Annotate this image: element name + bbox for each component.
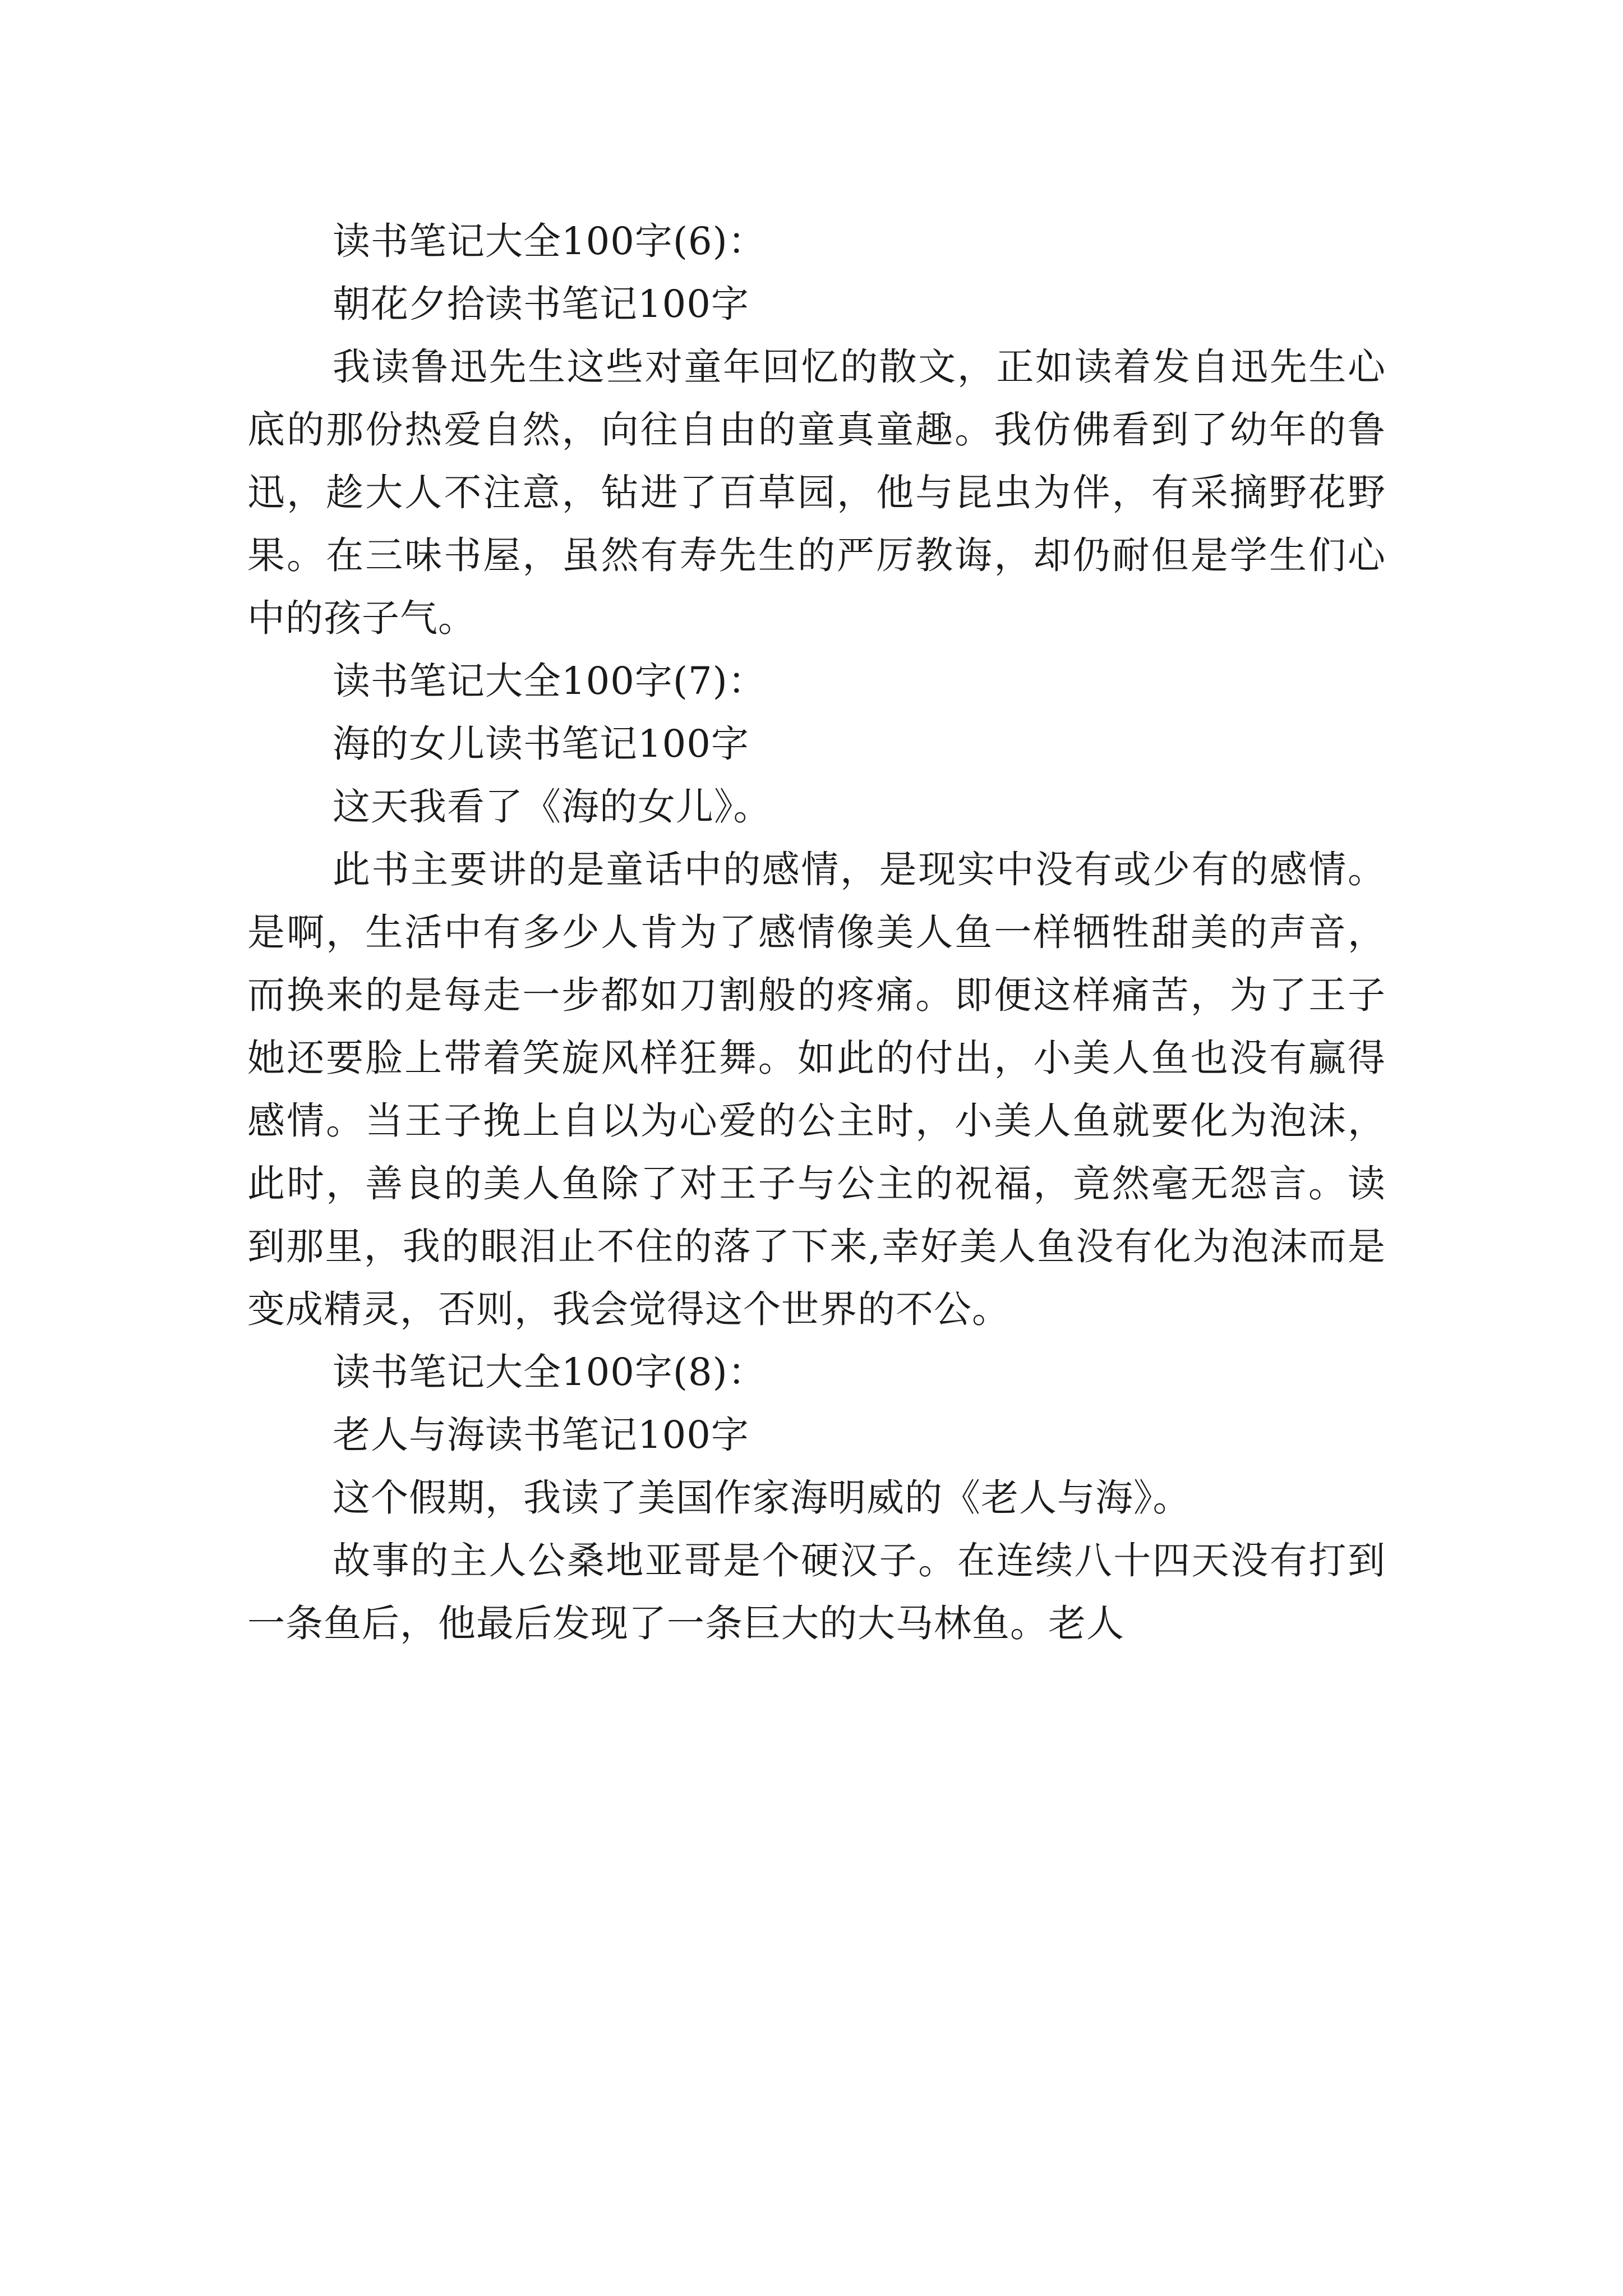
section-heading-7: 读书笔记大全100字(7)： [333, 659, 766, 703]
body-paragraph: 故事的主人公桑地亚哥是个硬汉子。在连续八十四天没有打到一条鱼后，他最后发现了一条巨大的大马林鱼。老人 [247, 1539, 1386, 1645]
body-paragraph: 这个假期，我读了美国作家海明威的《老人与海》。 [333, 1476, 1191, 1520]
body-paragraph: 此书主要讲的是童话中的感情，是现实中没有或少有的感情。是啊，生活中有多少人肯为了感情像美人鱼一样牺牲甜美的声音，而换来的是每走一步都如刀割般的疼痛。即便这样痛苦，为了王子她还要脸上带着笑旋风样狂舞。如此的付出，小美人鱼也没有赢得感情。当王子挽上自以为心爱的公主时，小美人鱼就要化为泡沫，此时，善良的美人鱼除了对王子与公主的祝福，竟然毫无怨言。读到那里，我的眼泪止不住的落了下来,幸好美人鱼没有化为泡沫而是变成精灵，否则，我会觉得这个世界的不公。 [247, 848, 1386, 1331]
document-body [247, 210, 1386, 1655]
section-heading-8: 读书笔记大全100字(8)： [333, 1350, 766, 1394]
body-paragraph: 我读鲁迅先生这些对童年回忆的散文，正如读着发自迅先生心底的那份热爱自然，向往自由的童真童趣。我仿佛看到了幼年的鲁迅，趁大人不注意，钻进了百草园，他与昆虫为伴，有采摘野花野果。在三味书屋，虽然有寿先生的严厉教诲，却仍耐但是学生们心中的孩子气。 [247, 345, 1386, 640]
note-title-haidenuer: 海的女儿读书笔记100字 [333, 722, 749, 766]
note-title-laorenyuhai: 老人与海读书笔记100字 [333, 1413, 749, 1457]
body-paragraph: 这天我看了《海的女儿》。 [333, 785, 772, 829]
note-title-zhaohuaxishi: 朝花夕拾读书笔记100字 [333, 282, 749, 326]
section-heading-6: 读书笔记大全100字(6)： [333, 219, 766, 263]
